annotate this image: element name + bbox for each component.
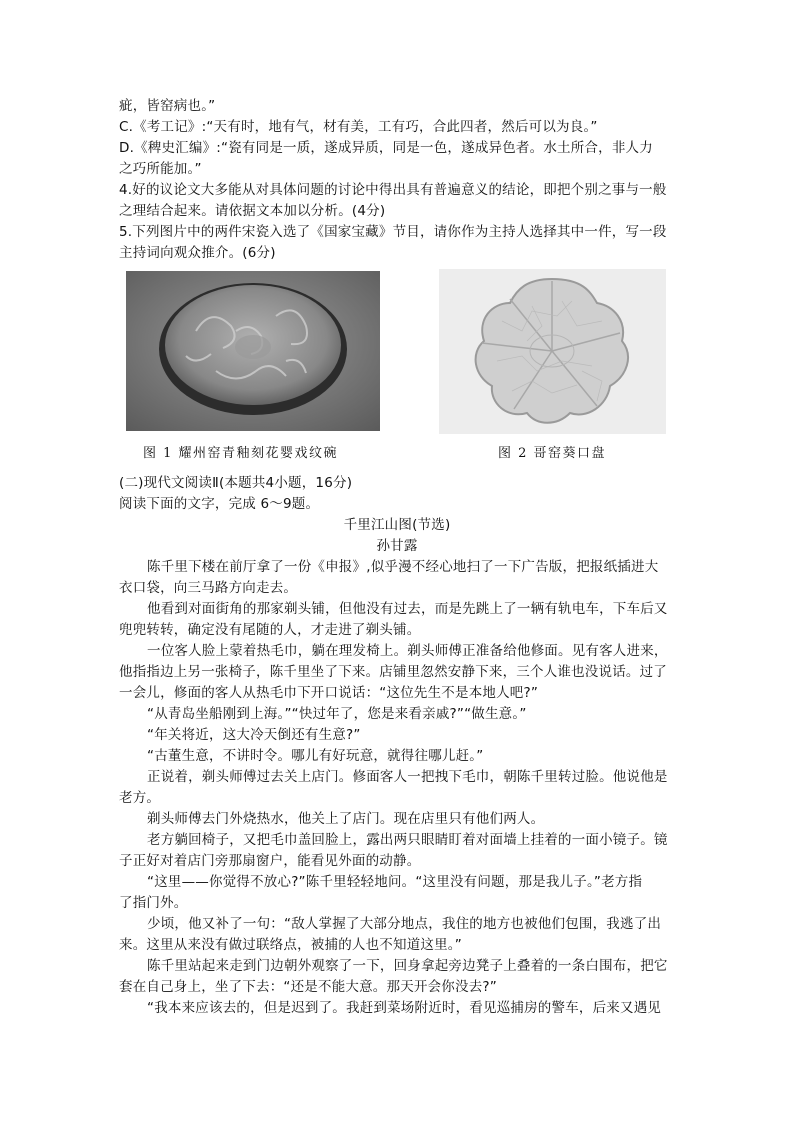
story-line: 他看到对面街角的那家剃头铺，但他没有过去，而是先跳上了一辆有轨电车，下车后又 bbox=[147, 601, 668, 617]
story-line: 剃头师傅去门外烧热水，他关上了店门。现在店里只有他们两人。 bbox=[147, 811, 545, 827]
story-line: 老方。 bbox=[119, 790, 161, 806]
story-line: “年关将近，这大冷天倒还有生意?” bbox=[147, 727, 361, 743]
story-line: 他指指边上另一张椅子，陈千里坐了下来。店铺里忽然安静下来，三个人谁也没说话。过了 bbox=[119, 664, 667, 680]
bowl-figure bbox=[126, 271, 380, 431]
story-line: 正说着，剃头师傅过去关上店门。修面客人一把拽下毛巾，朝陈千里转过脸。他说他是 bbox=[147, 769, 668, 785]
story-line: 兜兜转转，确定没有尾随的人，才走进了剃头铺。 bbox=[119, 622, 421, 638]
section-title: (二)现代文阅读Ⅱ(本题共4小题，16分) bbox=[119, 475, 353, 491]
story-line: 老方躺回椅子，又把毛巾盖回脸上，露出两只眼睛盯着对面墙上挂着的一面小镜子。镜 bbox=[147, 832, 668, 848]
author: 孙甘露 bbox=[376, 538, 418, 554]
story-line: 一会儿，修面的客人从热毛巾下开口说话：“这位先生不是本地人吧?” bbox=[119, 685, 539, 701]
option-c: C.《考工记》:“天有时，地有气，材有美，工有巧，合此四者，然后可以为良。” bbox=[119, 119, 598, 135]
story-line: “这里——你觉得不放心?”陈千里轻轻地问。“这里没有问题，那是我儿子。”老方指 bbox=[147, 874, 643, 890]
story-title: 千里江山图(节选) bbox=[343, 517, 451, 533]
figure-1-caption: 图 1 耀州窑青釉刻花婴戏纹碗 bbox=[143, 446, 339, 461]
story-line: “从青岛坐船刚到上海。”“快过年了，您是来看亲戚?”“做生意。” bbox=[147, 706, 527, 722]
question-4: 4.好的议论文大多能从对具体问题的讨论中得出具有普遍意义的结论，即把个别之事与一般 bbox=[119, 182, 667, 198]
text-line: 疵，皆窑病也。” bbox=[119, 98, 216, 114]
dish-figure bbox=[439, 269, 666, 434]
story-line: 了指门外。 bbox=[119, 895, 188, 911]
option-d: D.《稗史汇编》:“瓷有同是一质，遂成异质，同是一色，遂成异色者。水土所合，非人力 bbox=[119, 140, 653, 156]
text-line: 之理结合起来。请依据文本加以分析。(4分) bbox=[119, 203, 386, 219]
figure-2-caption: 图 2 哥窑葵口盘 bbox=[498, 446, 607, 461]
story-line: 子正好对着店门旁那扇窗户，能看见外面的动静。 bbox=[119, 853, 421, 869]
story-line: 套在自己身上，坐了下去：“还是不能大意。那天开会你没去?” bbox=[119, 979, 497, 995]
text-line: 之巧所能加。” bbox=[119, 161, 202, 177]
text-line: 主持词向观众推介。(6分) bbox=[119, 245, 276, 261]
story-line: “我本来应该去的，但是迟到了。我赶到菜场附近时，看见巡捕房的警车，后来又遇见 bbox=[147, 1000, 662, 1016]
story-line: 衣口袋，向三马路方向走去。 bbox=[119, 580, 298, 596]
story-line: “古董生意，不讲时令。哪儿有好玩意，就得往哪儿赶。” bbox=[147, 748, 484, 764]
question-5: 5.下列图片中的两件宋瓷入选了《国家宝藏》节目，请你作为主持人选择其中一件，写一段 bbox=[119, 224, 667, 240]
story-line: 陈千里站起来走到门边朝外观察了一下，回身拿起旁边凳子上叠着的一条白围布，把它 bbox=[147, 958, 668, 974]
story-line: 陈千里下楼在前厅拿了一份《申报》,似乎漫不经心地扫了一下广告版，把报纸插进大 bbox=[147, 559, 659, 575]
story-line: 少顷，他又补了一句：“敌人掌握了大部分地点，我住的地方也被他们包围，我逃了出 bbox=[147, 916, 662, 932]
story-line: 来。这里从来没有做过联络点，被捕的人也不知道这里。” bbox=[119, 937, 462, 953]
instruction: 阅读下面的文字，完成 6～9题。 bbox=[119, 496, 320, 512]
story-line: 一位客人脸上蒙着热毛巾，躺在理发椅上。剃头师傅正准备给他修面。见有客人进来， bbox=[147, 643, 668, 659]
